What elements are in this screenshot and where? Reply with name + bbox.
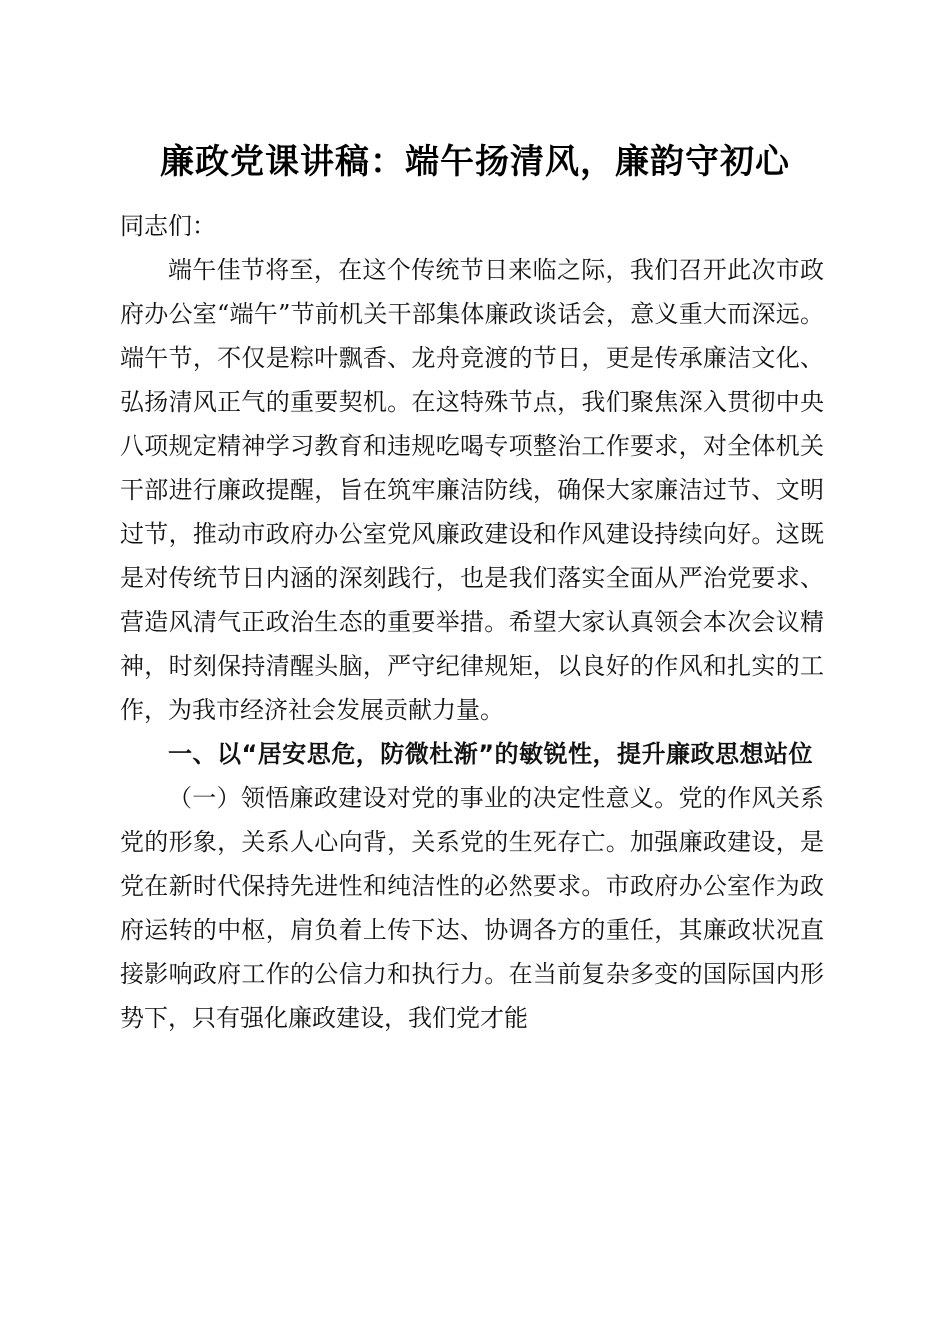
subsection-paragraph-1: （一）领悟廉政建设对党的事业的决定性意义。党的作风关系党的形象，关系人心向背，关系党的生死存亡。加强廉政建设，是党在新时代保持先进性和纯洁性的必然要求。市政府办公室作为政府运转的中枢，肩负着上传下达、协调各方的重任，其廉政状况直接影响政府工作的公信力和执行力。在当前复杂多变的国际国内形势下，只有强化廉政建设，我们党才能	[120, 784, 824, 1032]
section-heading-1: 一、以“居安思危，防微杜渐”的敏锐性，提升廉政思想站位	[168, 740, 814, 768]
salutation: 同志们：	[120, 212, 216, 240]
document-body	[120, 204, 824, 1040]
document-title: 廉政党课讲稿：端午扬清风，廉韵守初心	[160, 142, 790, 182]
intro-paragraph: 端午佳节将至，在这个传统节日来临之际，我们召开此次市政府办公室“端午”节前机关干部集体廉政谈话会，意义重大而深远。端午节，不仅是粽叶飘香、龙舟竞渡的节日，更是传承廉洁文化、弘扬清风正气的重要契机。在这特殊节点，我们聚焦深入贯彻中央八项规定精神学习教育和违规吃喝专项整治工作要求，对全体机关干部进行廉政提醒，旨在筑牢廉洁防线，确保大家廉洁过节、文明过节，推动市政府办公室党风廉政建设和作风建设持续向好。这既是对传统节日内涵的深刻践行，也是我们落实全面从严治党要求、营造风清气正政治生态的重要举措。希望大家认真领会本次会议精神，时刻保持清醒头脑，严守纪律规矩，以良好的作风和扎实的工作，为我市经济社会发展贡献力量。	[120, 256, 824, 724]
